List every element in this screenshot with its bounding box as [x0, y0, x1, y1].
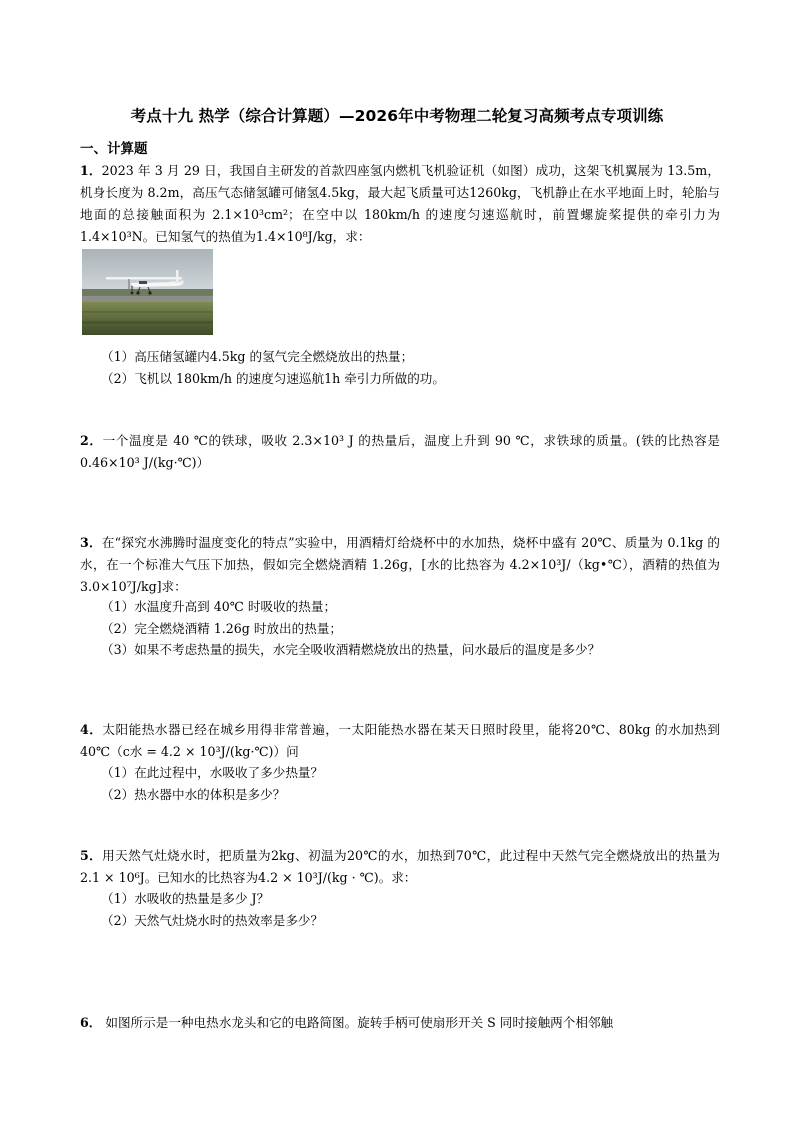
question-text: 用天然气灶烧水时，把质量为2kg、初温为20℃的水，加热到70℃，此过程中天然气完全燃烧放出的热量为2.1 × 10⁶J。已知水的比热容为4.2 × 10³J/(kg · ℃)。求：: [80, 848, 720, 885]
question-number: 1．: [80, 163, 102, 178]
question-5-part-1: （1）水吸收的热量是多少 J？: [101, 891, 270, 906]
question-4-part-2: （2）热水器中水的体积是多少？: [101, 787, 286, 802]
question-number: 5．: [80, 848, 103, 863]
page-title: 考点十九 热学（综合计算题）—2026年中考物理二轮复习高频考点专项训练: [130, 107, 664, 125]
question-1: [80, 160, 720, 248]
question-6: [80, 1012, 720, 1034]
question-number: 6．: [80, 1015, 102, 1030]
question-number: 3．: [80, 535, 102, 550]
question-text: 太阳能热水器已经在城乡用得非常普遍，一太阳能热水器在某天日照时段里，能将20℃、80kg 的水加热到40℃（c水 = 4.2 × 10³J/(kg·℃)）问: [80, 722, 721, 759]
question-2: [80, 430, 720, 474]
question-4: [80, 719, 720, 763]
question-5: [80, 845, 720, 889]
question-3: [80, 532, 720, 598]
question-number: 2．: [80, 433, 103, 448]
question-text: 如图所示是一种电热水龙头和它的电路简图。旋转手柄可使扇形开关 S 同时接触两个相邻触: [101, 1015, 614, 1030]
question-3-part-3: （3）如果不考虑热量的损失，水完全吸收酒精燃烧放出的热量，问水最后的温度是多少？: [101, 642, 601, 657]
question-text: 2023 年 3 月 29 日，我国自主研发的首款四座氢内燃机飞机验证机（如图）成功，这架飞机翼展为 13.5m，机身长度为 8.2m，高压气态储氢罐可储氢4.5kg，最大起飞质量可达1260kg，飞机静止在水平地面上时，轮胎与地面的总接触面积为 2.1×10³cm²；在空中以 180km/h 的速度匀速巡航时，前置螺旋桨提供的牵引力为 1.4×10³N。已知氢气的热值为1.4×10⁸J/kg，求：: [80, 163, 720, 244]
question-number: 4．: [80, 722, 103, 737]
question-3-part-2: （2）完全燃烧酒精 1.26g 时放出的热量；: [101, 621, 343, 636]
question-4-part-1: （1）在此过程中，水吸收了多少热量？: [101, 765, 324, 780]
question-text: 一个温度是 40 ℃的铁球，吸收 2.3×10³ J 的热量后，温度上升到 90 ℃，求铁球的质量。(铁的比热容是 0.46×10³ J/(kg·℃)）: [80, 433, 720, 470]
question-1-part-2: （2）飞机以 180km/h 的速度匀速巡航1h 牵引力所做的功。: [101, 371, 445, 386]
section-heading: 一、计算题: [80, 141, 148, 157]
airplane-photo: [82, 249, 213, 335]
question-3-part-1: （1）水温度升高到 40℃ 时吸收的热量；: [101, 599, 337, 614]
question-5-part-2: （2）天然气灶烧水时的热效率是多少？: [101, 913, 324, 928]
question-text: 在“探究水沸腾时温度变化的特点”实验中，用酒精灯给烧杯中的水加热，烧杯中盛有 20℃、质量为 0.1kg 的水，在一个标准大气压下加热，假如完全燃烧酒精 1.26g，[水的比热容为 4.2×10³J/（kg•℃），酒精的热值为 3.0×10⁷J/kg]求：: [80, 535, 720, 594]
question-1-part-1: （1）高压储氢罐内4.5kg 的氢气完全燃烧放出的热量；: [101, 349, 414, 364]
